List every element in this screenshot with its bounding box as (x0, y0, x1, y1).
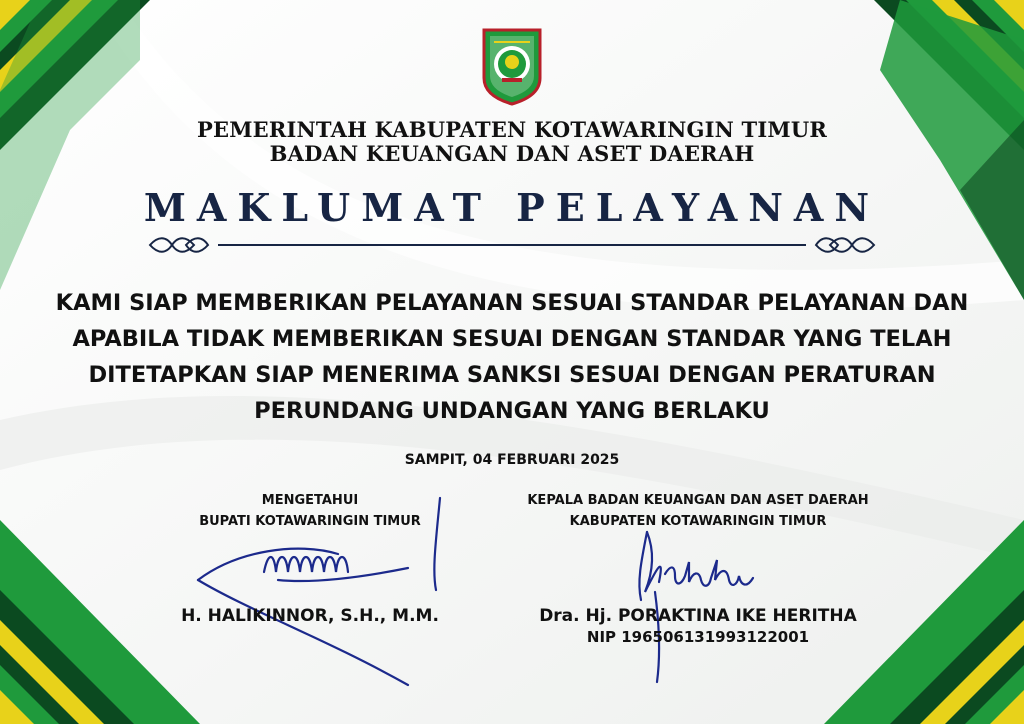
right-signatory-name: Dra. Hj. PORAKTINA IKE HERITHA (539, 606, 857, 626)
left-signatory-line1: MENGETAHUI (261, 493, 359, 508)
left-signatory-title: BUPATI KOTAWARINGIN TIMUR (199, 514, 421, 529)
place-date: SAMPIT, 04 FEBRUARI 2025 (404, 452, 620, 468)
page-title: MAKLUMAT PELAYANAN (143, 185, 881, 230)
left-signatory (160, 490, 460, 626)
right-signatory-title: KEPALA BADAN KEUANGAN DAN ASET DAERAH (527, 493, 869, 508)
statement-line: PERUNDANG UNDANGAN YANG BERLAKU (254, 398, 770, 424)
kotawaringin-timur-emblem-icon (480, 26, 544, 106)
left-signatory-name: H. HALIKINNOR, S.H., M.M. (181, 606, 439, 626)
statement-line: APABILA TIDAK MEMBERIKAN SESUAI DENGAN STANDAR YANG TELAH (72, 326, 952, 352)
right-signatory-region: KABUPATEN KOTAWARINGIN TIMUR (569, 514, 827, 529)
government-line: PEMERINTAH KABUPATEN KOTAWARINGIN TIMUR (197, 117, 827, 142)
statement-line: DITETAPKAN SIAP MENERIMA SANKSI SESUAI DENGAN PERATURAN (88, 362, 936, 388)
right-signatory-nip: NIP 196506131993122001 (586, 628, 810, 646)
agency-line: BADAN KEUANGAN DAN ASET DAERAH (269, 141, 755, 166)
statement-line: KAMI SIAP MEMBERIKAN PELAYANAN SESUAI STANDAR PELAYANAN DAN (55, 290, 969, 316)
service-statement (0, 285, 1024, 429)
right-signatory (488, 490, 908, 646)
